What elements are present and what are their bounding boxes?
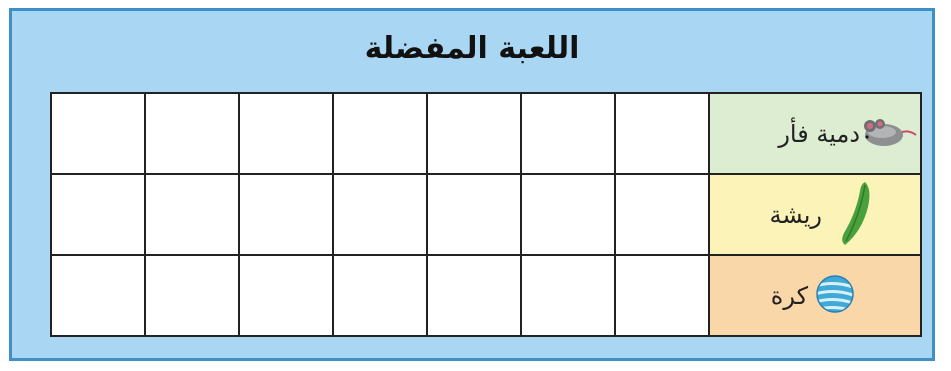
ball-icon [814, 273, 856, 319]
tally-cell[interactable] [239, 174, 333, 255]
tally-cell[interactable] [615, 174, 709, 255]
tally-cell[interactable] [615, 93, 709, 174]
tally-cell[interactable] [521, 255, 615, 336]
table-row [51, 255, 921, 336]
row-label-text: دمية فأر [778, 119, 860, 148]
row-label-feather [709, 174, 921, 255]
tally-cell[interactable] [333, 93, 427, 174]
tally-cell[interactable] [427, 93, 521, 174]
tally-cell[interactable] [51, 255, 145, 336]
tally-table [50, 92, 922, 337]
tally-cell[interactable] [239, 93, 333, 174]
tally-cell[interactable] [145, 255, 239, 336]
toy-mouse-icon [860, 115, 918, 153]
tally-cell[interactable] [51, 93, 145, 174]
row-label-mouse-toy [709, 93, 921, 174]
table-row [51, 174, 921, 255]
tally-cell[interactable] [521, 93, 615, 174]
tally-cell[interactable] [427, 255, 521, 336]
tally-cell[interactable] [239, 255, 333, 336]
tally-cell[interactable] [333, 174, 427, 255]
tally-cell[interactable] [615, 255, 709, 336]
feather-icon [838, 179, 872, 251]
row-label-ball [709, 255, 921, 336]
table-row [51, 93, 921, 174]
tally-cell[interactable] [333, 255, 427, 336]
tally-cell[interactable] [145, 93, 239, 174]
tally-cell[interactable] [521, 174, 615, 255]
page-title: اللعبة المفضلة [364, 31, 580, 66]
tally-cell[interactable] [51, 174, 145, 255]
tally-cell[interactable] [427, 174, 521, 255]
row-label-text: كرة [770, 281, 808, 310]
row-label-text: ريشة [769, 200, 822, 229]
favorite-toy-panel [9, 8, 935, 361]
tally-cell[interactable] [145, 174, 239, 255]
